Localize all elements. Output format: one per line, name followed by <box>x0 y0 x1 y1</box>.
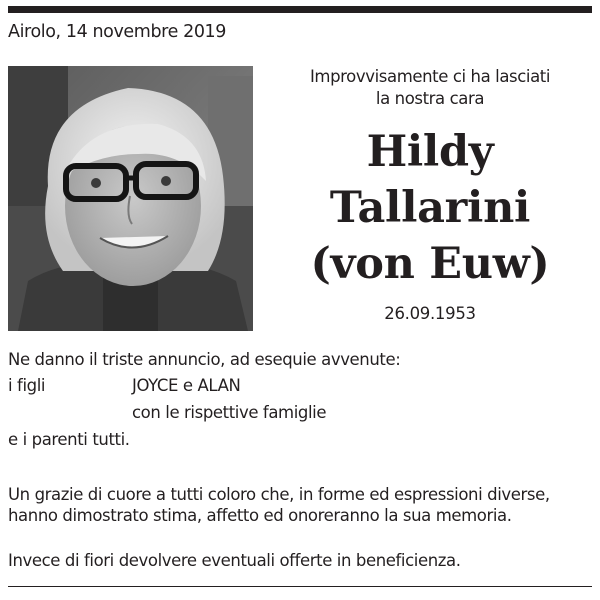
deceased-name <box>260 124 600 292</box>
children-families: con le rispettive famiglie <box>132 403 327 422</box>
bottom-rule <box>8 586 592 587</box>
relatives: e i parenti tutti. <box>8 430 130 449</box>
announcement-intro: Ne danno il triste annuncio, ad esequie avvenute: <box>8 350 401 369</box>
last-name: Tallarini <box>329 183 531 233</box>
intro-line-1: Improvvisamente ci ha lasciati <box>309 67 551 86</box>
donation-note: Invece di fiori devolvere eventuali offerte in beneficienza. <box>8 551 461 570</box>
thanks-line-2: hanno dimostrato stima, affetto ed onoreranno la sua memoria. <box>8 506 512 525</box>
intro-text <box>260 66 600 110</box>
birth-date: 26.09.1953 <box>384 304 476 323</box>
portrait-photo <box>8 66 253 331</box>
first-name: Hildy <box>366 127 494 177</box>
children-names: JOYCE e ALAN <box>132 376 241 395</box>
place-date: Airolo, 14 novembre 2019 <box>8 22 227 42</box>
top-rule <box>8 6 592 13</box>
children-label: i figli <box>8 376 46 395</box>
maiden-name: (von Euw) <box>310 239 550 289</box>
intro-line-2: la nostra cara <box>375 89 485 108</box>
thanks-line-1: Un grazie di cuore a tutti coloro che, in forme ed espressioni diverse, <box>8 485 550 504</box>
